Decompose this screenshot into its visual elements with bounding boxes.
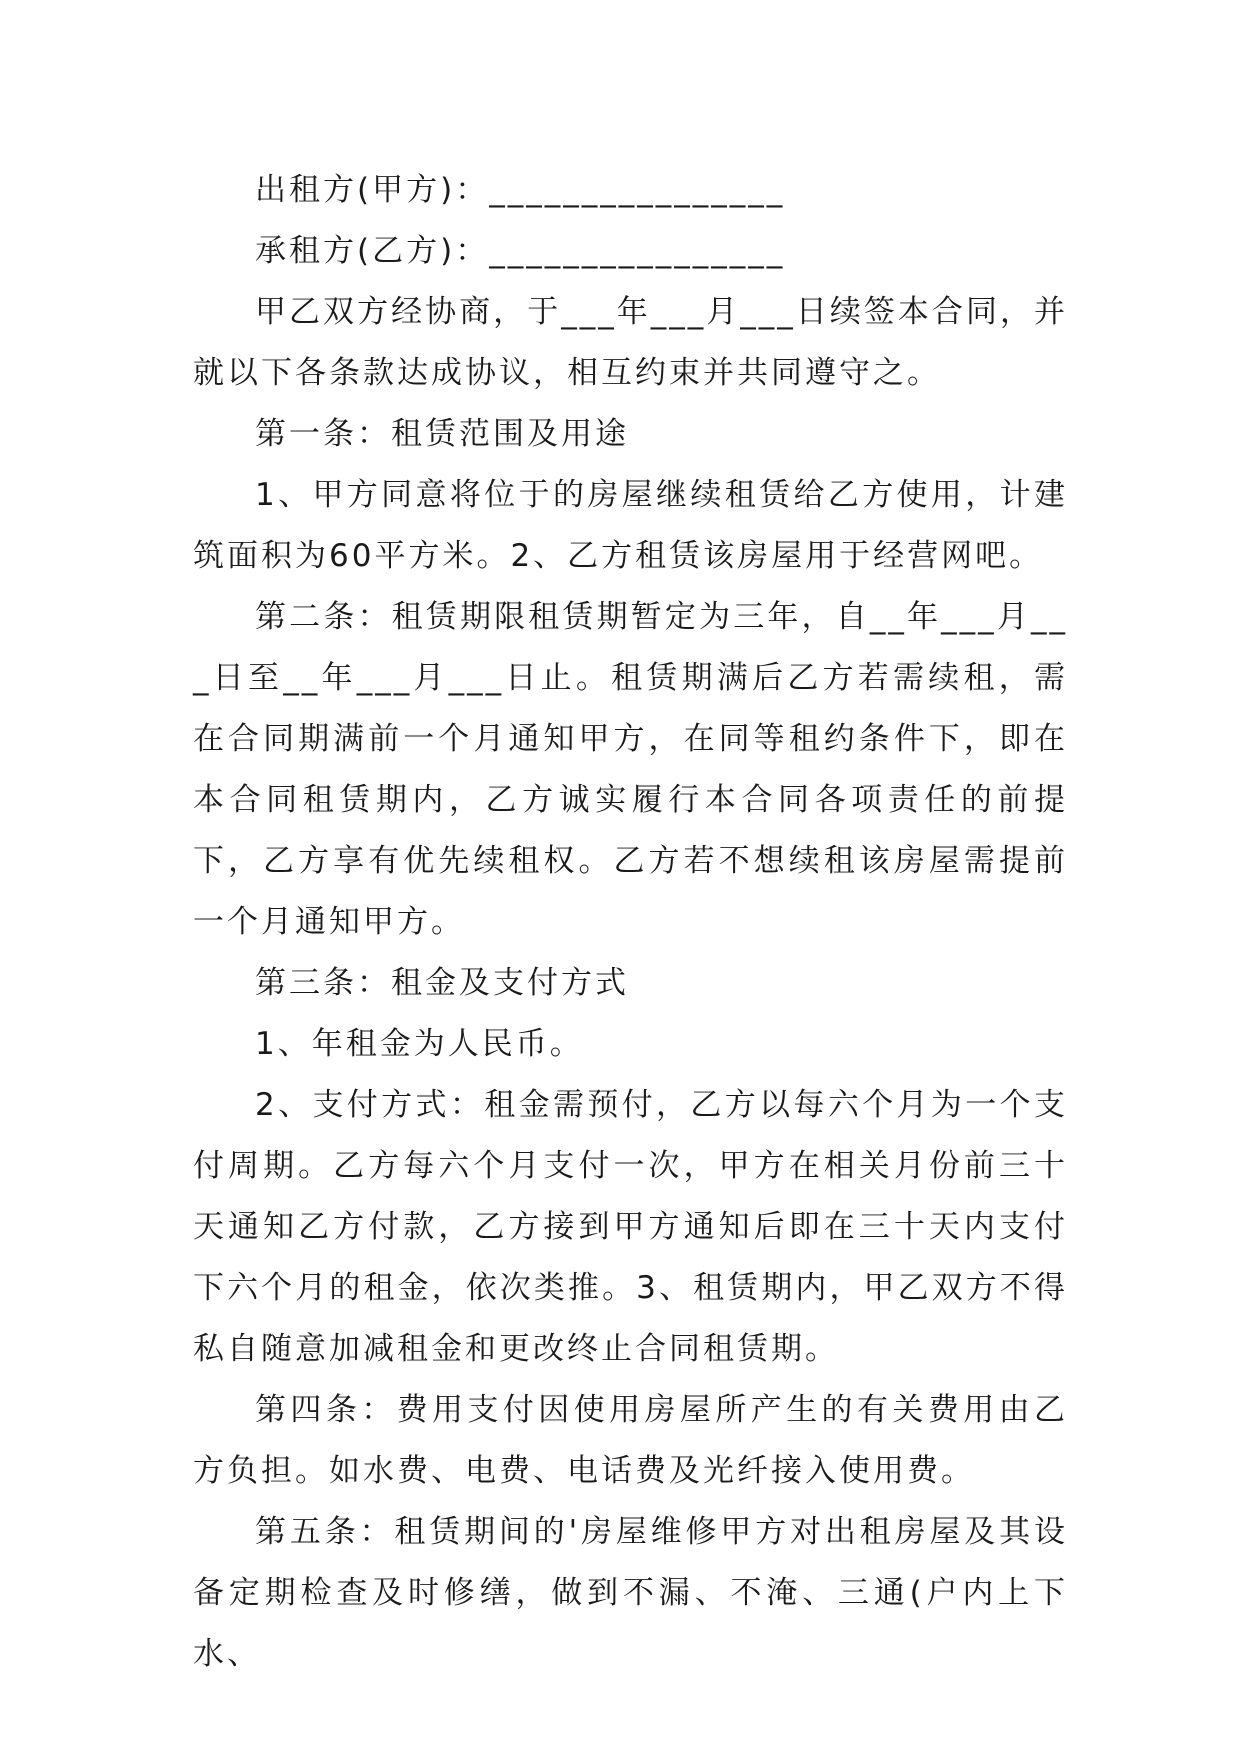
lessor-line: 出租方(甲方)：________________ bbox=[255, 172, 786, 208]
article-4-paragraph: 第四条：费用支付因使用房屋所产生的有关费用由乙方负担。如水费、电费、电话费及光纤接入使用费。 bbox=[193, 1392, 1068, 1489]
document-body bbox=[193, 160, 1068, 1685]
article-3-heading: 第三条：租金及支付方式 bbox=[255, 965, 629, 1001]
preamble-paragraph: 甲乙双方经协商，于___年___月___日续签本合同，并就以下各条款达成协议，相互约束并共同遵守之。 bbox=[193, 294, 1068, 391]
article-3-item-1: 1、年租金为人民币。 bbox=[255, 1026, 584, 1062]
article-1-body: 1、甲方同意将位于的房屋继续租赁给乙方使用，计建筑面积为60平方米。2、乙方租赁该房屋用于经营网吧。 bbox=[193, 477, 1068, 574]
article-2-paragraph: 第二条：租赁期限租赁期暂定为三年，自__年___月___日至__年___月___日止。租赁期满后乙方若需续租，需在合同期满前一个月通知甲方，在同等租约条件下，即在本合同租赁期内，乙方诚实履行本合同各项责任的前提下，乙方享有优先续租权。乙方若不想续租该房屋需提前一个月通知甲方。 bbox=[193, 599, 1068, 940]
lessee-line: 承租方(乙方)：________________ bbox=[255, 233, 786, 269]
article-1-heading: 第一条：租赁范围及用途 bbox=[255, 416, 629, 452]
article-5-paragraph: 第五条：租赁期间的'房屋维修甲方对出租房屋及其设备定期检查及时修缮，做到不漏、不淹、三通(户内上下水、 bbox=[193, 1514, 1068, 1672]
article-3-item-2: 2、支付方式：租金需预付，乙方以每六个月为一个支付周期。乙方每六个月支付一次，甲方在相关月份前三十天通知乙方付款，乙方接到甲方通知后即在三十天内支付下六个月的租金，依次类推。3、租赁期内，甲乙双方不得私自随意加减租金和更改终止合同租赁期。 bbox=[193, 1087, 1068, 1367]
